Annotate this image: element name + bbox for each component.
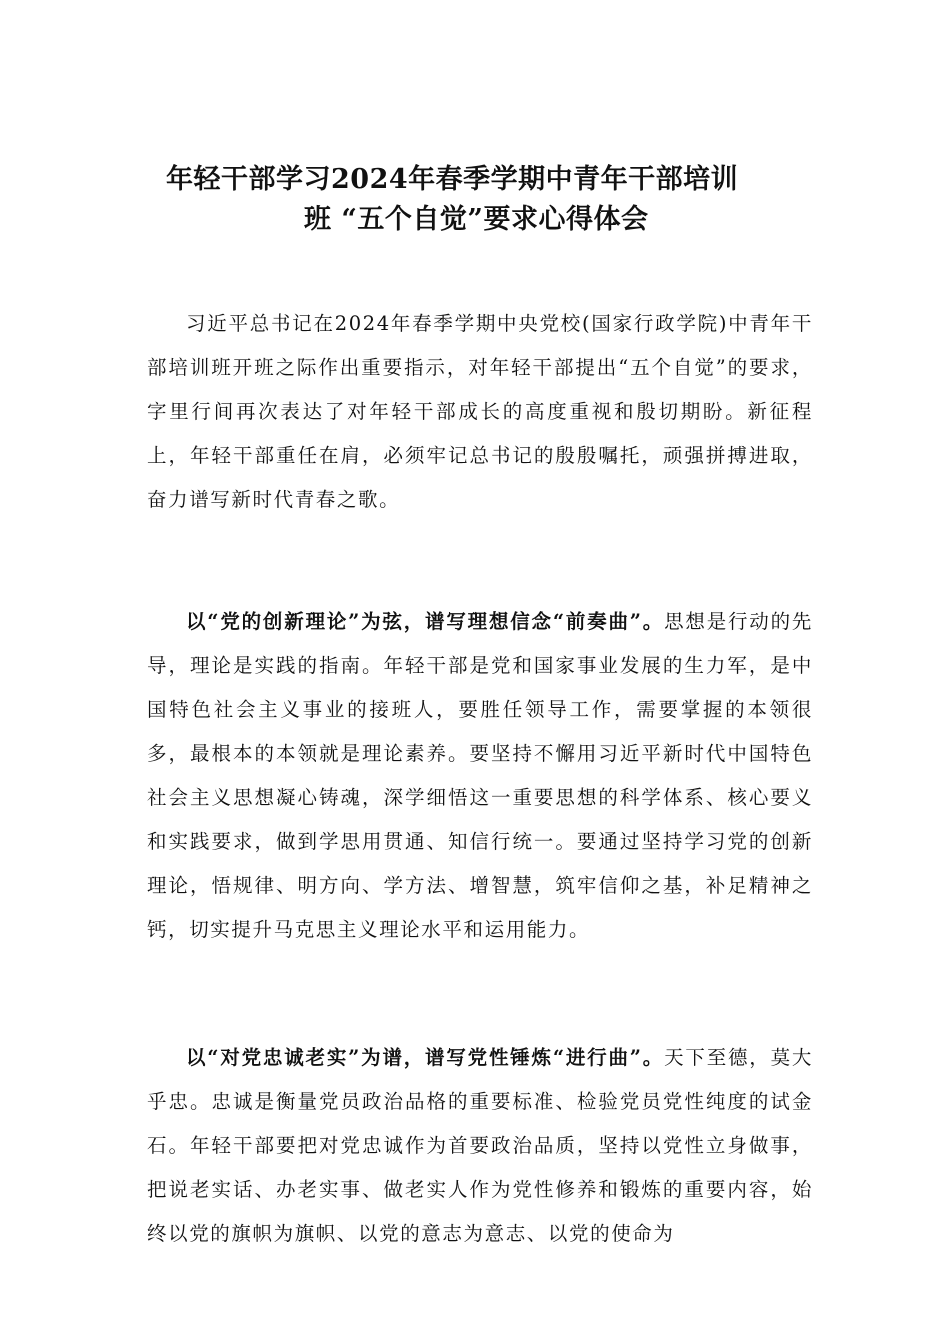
paragraph-section-2	[147, 1036, 813, 1256]
paragraph-body: 天下至德，莫大乎忠。忠诚是衡量党员政治品格的重要标准、检验党员党性纯度的试金石。年轻干部要把对党忠诚作为首要政治品质，坚持以党性立身做事，把说老实话、办老实事、做老实人作为党性修养和锻炼的重要内容，始终以党的旗帜为旗帜、以党的意志为意志、以党的使命为	[147, 1046, 814, 1245]
paragraph-section-1	[147, 600, 813, 952]
title-line-2: 班 “五个自觉”要求心得体会	[304, 204, 649, 235]
paragraph-body: 思想是行动的先导，理论是实践的指南。年轻干部是党和国家事业发展的生力军，是中国特色社会主义事业的接班人，要胜任领导工作，需要掌握的本领很多，最根本的本领就是理论素养。要坚持不懈用习近平新时代中国特色社会主义思想凝心铸魂，深学细悟这一重要思想的科学体系、核心要义和实践要求，做到学思用贯通、知信行统一。要通过坚持学习党的创新理论，悟规律、明方向、学方法、增智慧，筑牢信仰之基，补足精神之钙，切实提升马克思主义理论水平和运用能力。	[147, 610, 814, 941]
paragraph-intro	[147, 302, 813, 522]
paragraph-lead: 以“对党忠诚老实”为谱，谱写党性锤炼“进行曲”。	[186, 1046, 665, 1069]
document-title	[140, 160, 820, 240]
title-line-1: 年轻干部学习2024年春季学期中青年干部培训	[166, 164, 739, 195]
paragraph-lead: 以“党的创新理论”为弦，谱写理想信念“前奏曲”。	[186, 610, 665, 633]
paragraph-body: 习近平总书记在2024年春季学期中央党校(国家行政学院)中青年干部培训班开班之际作出重要指示，对年轻干部提出“五个自觉”的要求，字里行间再次表达了对年轻干部成长的高度重视和殷切期盼。新征程上，年轻干部重任在肩，必须牢记总书记的殷殷嘱托，顽强拼搏进取，奋力谱写新时代青春之歌。	[147, 312, 813, 511]
